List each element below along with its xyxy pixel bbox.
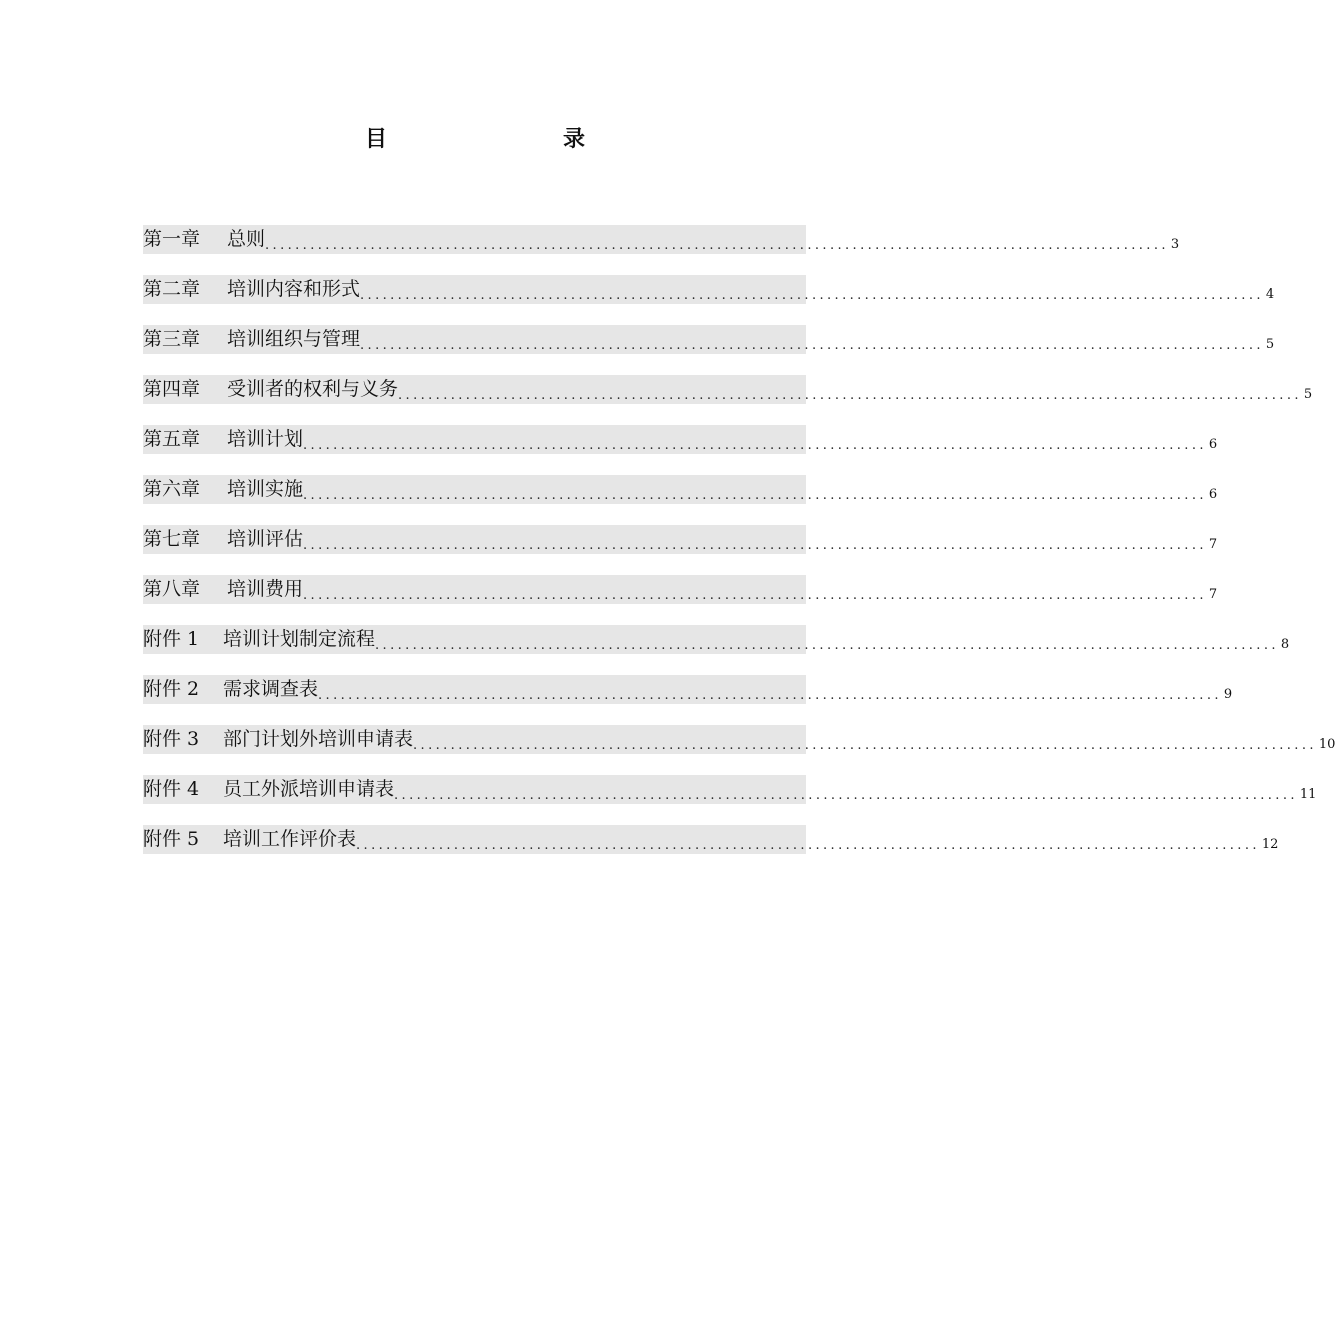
toc-entry-7[interactable] <box>143 525 1218 554</box>
toc-entry-number: 附件 1 <box>143 628 200 650</box>
toc-page-number: 8 <box>1280 637 1290 652</box>
toc-entry-number: 附件 2 <box>143 678 200 700</box>
toc-page-number: 9 <box>1223 687 1233 702</box>
toc-entry-title: 培训内容和形式 <box>227 278 361 300</box>
toc-leader-dots: ........................................................................................................................ <box>265 238 1169 253</box>
toc-entry-title: 需求调查表 <box>223 678 319 700</box>
toc-page-number: 5 <box>1265 337 1275 352</box>
toc-entry-2[interactable] <box>143 275 1275 304</box>
toc-entry-number: 第三章 <box>143 328 201 350</box>
toc-entry-number: 第六章 <box>143 478 201 500</box>
toc-page-number: 7 <box>1208 537 1218 552</box>
toc-entry-title: 培训计划 <box>227 428 304 450</box>
toc-leader-dots: ........................................................................................................................ <box>360 288 1264 303</box>
toc-entry-number: 附件 4 <box>143 778 200 800</box>
toc-entry-title: 培训组织与管理 <box>227 328 361 350</box>
toc-leader-dots: ........................................................................................................................ <box>318 688 1222 703</box>
toc-entry-3[interactable] <box>143 325 1275 354</box>
toc-leader-dots: ........................................................................................................................ <box>413 738 1317 753</box>
toc-entry-number: 第五章 <box>143 428 201 450</box>
toc-entry-title: 总则 <box>227 228 266 250</box>
toc-entry-13[interactable] <box>143 825 1279 854</box>
table-of-contents <box>143 225 1335 875</box>
toc-entry-title: 部门计划外培训申请表 <box>223 728 414 750</box>
toc-entry-number: 第二章 <box>143 278 201 300</box>
toc-entry-8[interactable] <box>143 575 1218 604</box>
toc-page-number: 3 <box>1170 237 1180 252</box>
toc-entry-9[interactable] <box>143 625 1290 654</box>
toc-entry-number: 第一章 <box>143 228 201 250</box>
toc-entry-title: 培训工作评价表 <box>223 828 357 850</box>
toc-leader-dots: ........................................................................................................................ <box>303 588 1207 603</box>
toc-leader-dots: ........................................................................................................................ <box>375 638 1279 653</box>
toc-entry-title: 培训费用 <box>227 578 304 600</box>
toc-entry-number: 附件 3 <box>143 728 200 750</box>
toc-entry-5[interactable] <box>143 425 1218 454</box>
toc-page-number: 6 <box>1208 487 1218 502</box>
toc-page-number: 7 <box>1208 587 1218 602</box>
toc-leader-dots: ........................................................................................................................ <box>303 538 1207 553</box>
toc-entry-title: 培训实施 <box>227 478 304 500</box>
toc-page-number: 12 <box>1261 837 1279 852</box>
toc-page-number: 11 <box>1299 787 1317 802</box>
toc-entry-title: 培训评估 <box>227 528 304 550</box>
toc-leader-dots: ........................................................................................................................ <box>356 838 1260 853</box>
toc-entry-10[interactable] <box>143 675 1233 704</box>
toc-page-number: 10 <box>1318 737 1335 752</box>
toc-entry-number: 第七章 <box>143 528 201 550</box>
toc-leader-dots: ........................................................................................................................ <box>398 388 1302 403</box>
page-title: 目 录 <box>364 126 629 152</box>
toc-entry-4[interactable] <box>143 375 1313 404</box>
toc-entry-title: 受训者的权利与义务 <box>227 378 399 400</box>
toc-leader-dots: ........................................................................................................................ <box>303 438 1207 453</box>
toc-entry-title: 培训计划制定流程 <box>223 628 376 650</box>
toc-leader-dots: ........................................................................................................................ <box>303 488 1207 503</box>
toc-entry-6[interactable] <box>143 475 1218 504</box>
toc-entry-11[interactable] <box>143 725 1335 754</box>
toc-leader-dots: ........................................................................................................................ <box>360 338 1264 353</box>
toc-page-number: 5 <box>1303 387 1313 402</box>
toc-page-number: 4 <box>1265 287 1275 302</box>
toc-leader-dots: ........................................................................................................................ <box>394 788 1298 803</box>
toc-entry-title: 员工外派培训申请表 <box>223 778 395 800</box>
toc-page-number: 6 <box>1208 437 1218 452</box>
toc-entry-number: 第四章 <box>143 378 201 400</box>
toc-entry-1[interactable] <box>143 225 1180 254</box>
toc-entry-number: 附件 5 <box>143 828 200 850</box>
toc-entry-12[interactable] <box>143 775 1317 804</box>
toc-entry-number: 第八章 <box>143 578 201 600</box>
